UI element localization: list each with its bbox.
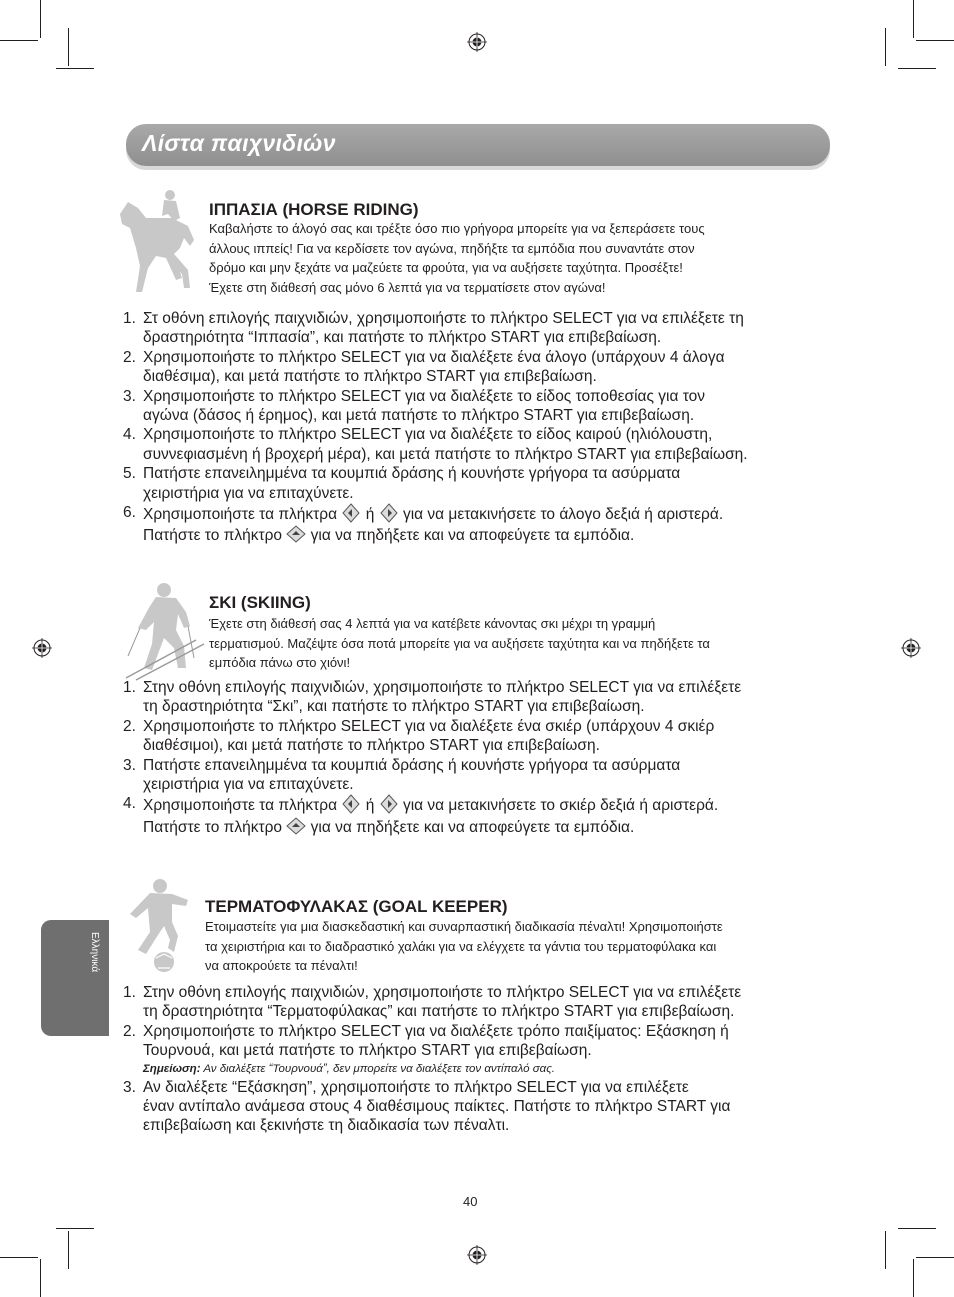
step-line [143, 794, 843, 815]
left-arrow-button-icon [341, 794, 361, 814]
list-item [123, 348, 843, 387]
crop-mark [40, 0, 41, 38]
intro-line: Έχετε στη διάθεσή σας 4 λεπτά για να κατέβετε κάνοντας σκι μέχρι τη γραμμή [209, 616, 656, 631]
page-title: Λίστα παιχνιδιών [142, 130, 336, 156]
language-side-tab [41, 920, 109, 1036]
section-intro [209, 614, 710, 673]
intro-line: τα χειριστήρια και το διαδραστικό χαλάκι για να ελέγχετε τα γάντια του τερματοφύλακα και [205, 938, 717, 954]
step-line [143, 524, 843, 545]
step-number: 2. [123, 717, 136, 735]
step-line: Χρησιμοποιήστε το πλήκτρο SELECT για να διαλέξετε το είδος καιρού (ηλιόλουστη, [143, 426, 713, 444]
list-item [123, 1078, 843, 1136]
step-line: διαθέσιμοι), και μετά πατήστε το πλήκτρο START για επιβεβαίωση. [143, 737, 600, 755]
step-line: επιβεβαίωση και ξεκινήστε τη διαδικασία των πέναλτι. [143, 1117, 510, 1135]
jump-button-icon [286, 524, 306, 544]
step-line [143, 816, 843, 837]
step-number: 2. [123, 348, 136, 366]
crop-mark [56, 68, 94, 69]
step-line: Χρησιμοποιήστε το πλήκτρο SELECT για να διαλέξετε το είδος τοποθεσίας για τον [143, 387, 705, 405]
step-line: Τουρνουά, και μετά πατήστε το πλήκτρο START για επιβεβαίωση. [143, 1042, 592, 1060]
crop-mark [56, 1228, 94, 1229]
intro-line: Καβαλήστε το άλογό σας και τρέξτε όσο πιο γρήγορα μπορείτε για να ξεπεράσετε τους [209, 221, 705, 236]
list-item [123, 1022, 843, 1078]
step-line: έναν αντίπαλο ανάμεσα στους 4 διαθέσιμους παίκτες. Πατήστε το πλήκτρο START για [143, 1098, 731, 1116]
step-line: Αν διαλέξετε “Εξάσκηση”, χρησιμοποιήστε το πλήκτρο SELECT για να επιλέξετε [143, 1078, 689, 1096]
step-line: δραστηριότητα “Ιππασία”, και πατήστε το πλήκτρο START για επιβεβαίωση. [143, 329, 662, 347]
step-line: Στ οθόνη επιλογής παιχνιδιών, χρησιμοποιήστε το πλήκτρο SELECT για να επιλέξετε τη [143, 310, 744, 327]
section-intro [205, 917, 723, 976]
section-intro [209, 219, 705, 297]
crop-mark [68, 1231, 69, 1269]
step-line: χειριστήρια για να επιταχύνετε. [143, 484, 354, 502]
step-line [143, 503, 843, 524]
step-line: χειριστήρια για να επιταχύνετε. [143, 776, 354, 794]
step-number: 5. [123, 465, 136, 483]
list-item [123, 678, 843, 717]
crop-mark [898, 1228, 936, 1229]
crop-mark [0, 1257, 38, 1258]
step-number: 3. [123, 1078, 136, 1096]
crop-mark [898, 68, 936, 69]
crop-mark [0, 40, 38, 41]
step-text: για να μετακινήσετε το άλογο δεξιά ή αριστερά. [402, 506, 724, 524]
step-number: 3. [123, 387, 136, 405]
list-item [123, 717, 843, 756]
step-text: Πατήστε το πλήκτρο [143, 527, 283, 545]
step-text: Πατήστε το πλήκτρο [143, 818, 283, 836]
jump-button-icon [286, 816, 306, 836]
list-item [123, 756, 843, 795]
step-number: 1. [123, 984, 136, 1001]
crop-mark [916, 1257, 954, 1258]
step-line: Χρησιμοποιήστε το πλήκτρο SELECT για να διαλέξετε ένα άλογο (υπάρχουν 4 άλογα [143, 348, 725, 366]
step-text: Χρησιμοποιήστε τα πλήκτρα [143, 797, 338, 815]
left-arrow-button-icon [341, 503, 361, 523]
registration-mark-icon [467, 32, 487, 52]
crop-mark [68, 28, 69, 66]
step-number: 4. [123, 426, 136, 444]
list-item [123, 464, 843, 503]
step-line: Πατήστε επανειλημμένα τα κουμπιά δράσης ή κουνήστε γρήγορα τα ασύρματα [143, 465, 681, 483]
step-line: τη δραστηριότητα “Σκι”, και πατήστε το πλήκτρο START για επιβεβαίωση. [143, 698, 645, 716]
step-number: 4. [123, 795, 136, 813]
step-line: Στην οθόνη επιλογής παιχνιδιών, χρησιμοποιήστε το πλήκτρο SELECT για να επιλέξετε [143, 679, 742, 696]
step-number: 6. [123, 504, 136, 522]
step-number: 1. [123, 310, 136, 327]
intro-line: Ετοιμαστείτε για μια διασκεδαστική και συναρπαστική διαδικασία πέναλτι! Χρησιμοποιήστε [205, 919, 723, 934]
language-label: Ελληνικά [89, 932, 100, 973]
registration-mark-icon [467, 1245, 487, 1265]
step-list [123, 309, 843, 546]
step-number: 2. [123, 1022, 136, 1040]
crop-mark [885, 28, 886, 66]
note-label: Σημείωση: [143, 1062, 201, 1075]
horse-rider-silhouette-icon [118, 188, 204, 294]
note-text: Αν διαλέξετε “Τουρνουά”, δεν μπορείτε να διαλέξετε τον αντίπαλό σας. [203, 1062, 555, 1075]
step-list [123, 983, 843, 1136]
step-number: 1. [123, 679, 136, 696]
right-arrow-button-icon [379, 794, 399, 814]
step-line: Χρησιμοποιήστε το πλήκτρο SELECT για να διαλέξετε τρόπο παιξίματος: Εξάσκηση ή [143, 1022, 729, 1040]
step-list [123, 678, 843, 837]
crop-mark [916, 40, 954, 41]
step-line: διαθέσιμα), και μετά πατήστε το πλήκτρο START για επιβεβαίωση. [143, 368, 597, 386]
step-number: 3. [123, 756, 136, 774]
title-banner [126, 124, 830, 166]
crop-mark [885, 1231, 886, 1269]
list-item [123, 387, 843, 426]
skier-silhouette-icon [124, 582, 208, 682]
intro-line: τερματισμού. Μαζέψτε όσα ποτά μπορείτε για να αυξήσετε ταχύτητα και να πηδήξετε τα [209, 635, 710, 651]
step-text: ή [365, 797, 375, 815]
section-heading: ΣΚΙ (SKIING) [209, 593, 311, 612]
section-heading: ΙΠΠΑΣΙΑ (HORSE RIDING) [209, 200, 419, 219]
intro-line: να αποκρούετε τα πέναλτι! [205, 958, 358, 973]
intro-line: άλλους ιππείς! Για να κερδίσετε τον αγώνα, πηδήξτε τα εμπόδια που συναντάτε στον [209, 240, 695, 256]
step-line: Πατήστε επανειλημμένα τα κουμπιά δράσης ή κουνήστε γρήγορα τα ασύρματα [143, 756, 681, 774]
step-line: αγώνα (δάσος ή έρημος), και μετά πατήστε το πλήκτρο START για επιβεβαίωση. [143, 407, 695, 425]
list-item [123, 794, 843, 837]
registration-mark-icon [32, 638, 52, 658]
step-line: Χρησιμοποιήστε το πλήκτρο SELECT για να διαλέξετε ένα σκιέρ (υπάρχουν 4 σκιέρ [143, 717, 715, 735]
right-arrow-button-icon [379, 503, 399, 523]
intro-line: εμπόδια πάνω στο χιόνι! [209, 655, 351, 670]
list-item [123, 309, 843, 348]
intro-line: Έχετε στη διάθεσή σας μόνο 6 λεπτά για να τερματίσετε στον αγώνα! [209, 279, 606, 295]
note [143, 1061, 843, 1078]
step-text: Χρησιμοποιήστε τα πλήκτρα [143, 506, 338, 524]
step-text: για να πηδήξετε και να αποφεύγετε τα εμπόδια. [310, 527, 635, 545]
crop-mark [913, 0, 914, 38]
soccer-player-silhouette-icon [120, 878, 204, 974]
section-heading: ΤΕΡΜΑΤΟΦΥΛΑΚΑΣ (GOAL KEEPER) [205, 897, 508, 916]
step-text: για να πηδήξετε και να αποφεύγετε τα εμπόδια. [310, 818, 635, 836]
list-item [123, 983, 843, 1022]
crop-mark [40, 1259, 41, 1297]
step-line: συννεφιασμένη ή βροχερή μέρα), και μετά πατήστε το πλήκτρο START για επιβεβαίωση. [143, 445, 748, 463]
crop-mark [913, 1259, 914, 1297]
step-text: για να μετακινήσετε το σκιέρ δεξιά ή αριστερά. [402, 797, 719, 815]
step-text: ή [365, 506, 375, 524]
registration-mark-icon [901, 638, 921, 658]
step-line: Στην οθόνη επιλογής παιχνιδιών, χρησιμοποιήστε το πλήκτρο SELECT για να επιλέξετε [143, 984, 742, 1001]
page-number: 40 [463, 1194, 478, 1209]
list-item [123, 503, 843, 546]
step-line: τη δραστηριότητα “Τερματοφύλακας” και πατήστε το πλήκτρο START για επιβεβαίωση. [143, 1003, 735, 1021]
list-item [123, 425, 843, 464]
intro-line: δρόμο και μην ξεχάτε να μαζεύετε τα φρούτα, για να αυξήσετε ταχύτητα. Προσέξτε! [209, 260, 683, 275]
